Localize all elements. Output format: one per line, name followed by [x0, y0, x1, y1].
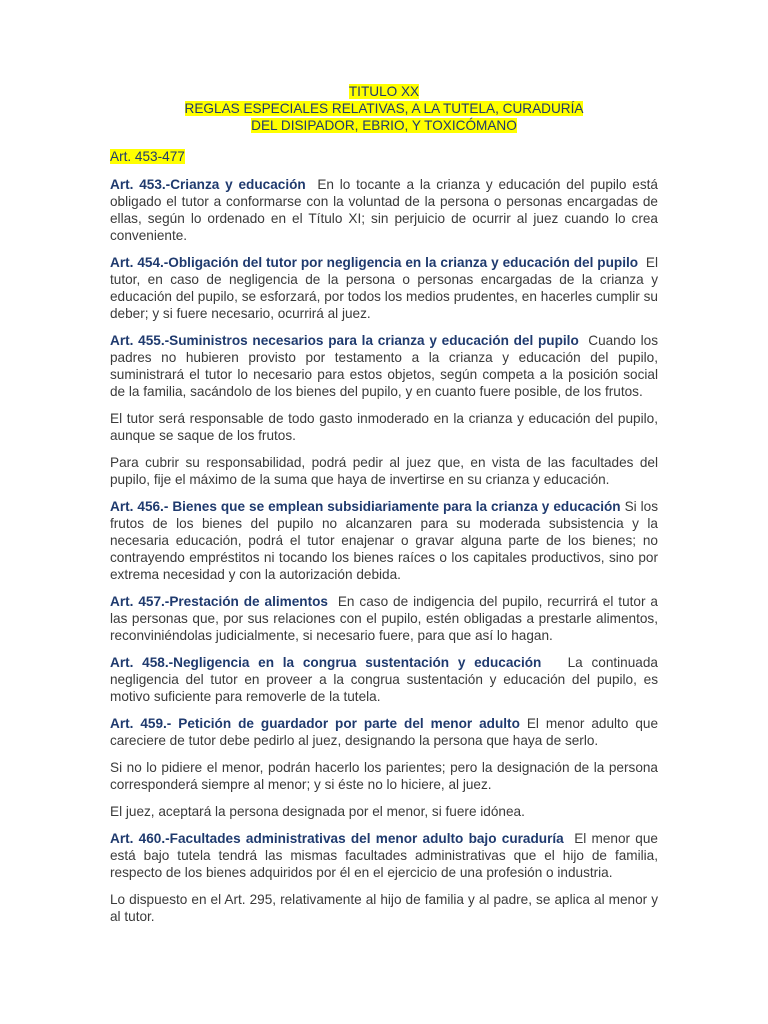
paragraph-body: El tutor será responsable de todo gasto inmoderado en la crianza y educación del pupilo, aunque se saque de los frutos.	[110, 411, 658, 443]
paragraph	[110, 803, 658, 820]
article-458	[110, 654, 658, 705]
paragraph	[110, 891, 658, 925]
title-line-1: TITULO XX	[348, 84, 420, 99]
paragraph-body: Lo dispuesto en el Art. 295, relativamente al hijo de familia y al padre, se aplica al menor y al tutor.	[110, 892, 658, 924]
article-range-text: Art. 453-477	[110, 149, 185, 164]
article-heading: Art. 459.- Petición de guardador por parte del menor adulto	[110, 716, 520, 731]
article-body: El menor que está bajo tutela tendrá las mismas facultades administrativas que el hijo de familia, respecto de los bienes adquiridos por él en el ejercicio de una profesión o industria.	[110, 831, 658, 880]
title-line-3: DEL DISIPADOR, EBRIO, Y TOXICÓMANO	[251, 118, 517, 133]
article-body: Cuando los padres no hubieren provisto por testamento a la crianza y educación del pupilo, suministrará el tutor lo necesario para estos objetos, según competa a la posición social de la familia, sacándolo de los bienes del pupilo, y en cuanto fuere posible, de los frutos.	[110, 333, 658, 399]
article-body: Si los frutos de los bienes del pupilo no alcanzaren para su moderada subsistencia y la necesaria educación, podrá el tutor enajenar o gravar alguna parte de los bienes; no contrayendo empréstitos ni tocando los bienes raíces o los capitales productivos, sino por extrema necesidad y con la autorización debida.	[110, 499, 658, 582]
article-heading: Art. 456.- Bienes que se emplean subsidiariamente para la crianza y educación	[110, 499, 621, 514]
article-heading: Art. 453.-Crianza y educación	[110, 177, 306, 192]
article-460	[110, 830, 658, 881]
article-body: En lo tocante a la crianza y educación del pupilo está obligado el tutor a conformarse con la voluntad de la persona o personas encargadas de ellas, según lo ordenado en el Título XI; sin perjuicio de ocurrir al juez cuando lo crea conveniente.	[110, 177, 658, 243]
article-heading: Art. 455.-Suministros necesarios para la crianza y educación del pupilo	[110, 333, 579, 348]
article-456	[110, 498, 658, 583]
paragraph	[110, 410, 658, 444]
article-body: El tutor, en caso de negligencia de la persona o personas encargadas de la crianza y educación del pupilo, se esforzará, por todos los medios prudentes, en hacerles cumplir su deber; y si fuere necesario, ocurrirá al juez.	[110, 255, 658, 321]
title-line-2: REGLAS ESPECIALES RELATIVAS, A LA TUTELA, CURADURÍA	[184, 101, 584, 116]
article-body: La continuada negligencia del tutor en proveer a la congrua sustentación y educación del pupilo, es motivo suficiente para removerle de la tutela.	[110, 655, 658, 704]
paragraph-body: Si no lo pidiere el menor, podrán hacerlo los parientes; pero la designación de la persona corresponderá siempre al menor; y si éste no lo hiciere, al juez.	[110, 760, 658, 792]
article-453	[110, 176, 658, 244]
article-454	[110, 254, 658, 322]
article-heading: Art. 458.-Negligencia en la congrua sustentación y educación	[110, 655, 542, 670]
paragraph-body: El juez, aceptará la persona designada por el menor, si fuere idónea.	[110, 804, 525, 819]
title-block	[110, 83, 658, 134]
article-body: El menor adulto que careciere de tutor debe pedirlo al juez, designando la persona que haya de serlo.	[110, 716, 659, 748]
article-heading: Art. 457.-Prestación de alimentos	[110, 594, 328, 609]
article-457	[110, 593, 658, 644]
paragraph	[110, 759, 658, 793]
paragraph-body: Para cubrir su responsabilidad, podrá pedir al juez que, en vista de las facultades del pupilo, fije el máximo de la suma que haya de invertirse en su crianza y educación.	[110, 455, 658, 487]
paragraph	[110, 454, 658, 488]
article-heading: Art. 454.-Obligación del tutor por negligencia en la crianza y educación del pupilo	[110, 255, 639, 270]
article-455	[110, 332, 658, 400]
article-body: En caso de indigencia del pupilo, recurrirá el tutor a las personas que, por sus relaciones con el pupilo, estén obligadas a prestarle alimentos, reconviniéndolas judicialmente, si necesario fuere, para que así lo hagan.	[110, 594, 658, 643]
article-459	[110, 715, 658, 749]
article-heading: Art. 460.-Facultades administrativas del menor adulto bajo curaduría	[110, 831, 564, 846]
article-range	[110, 148, 658, 165]
